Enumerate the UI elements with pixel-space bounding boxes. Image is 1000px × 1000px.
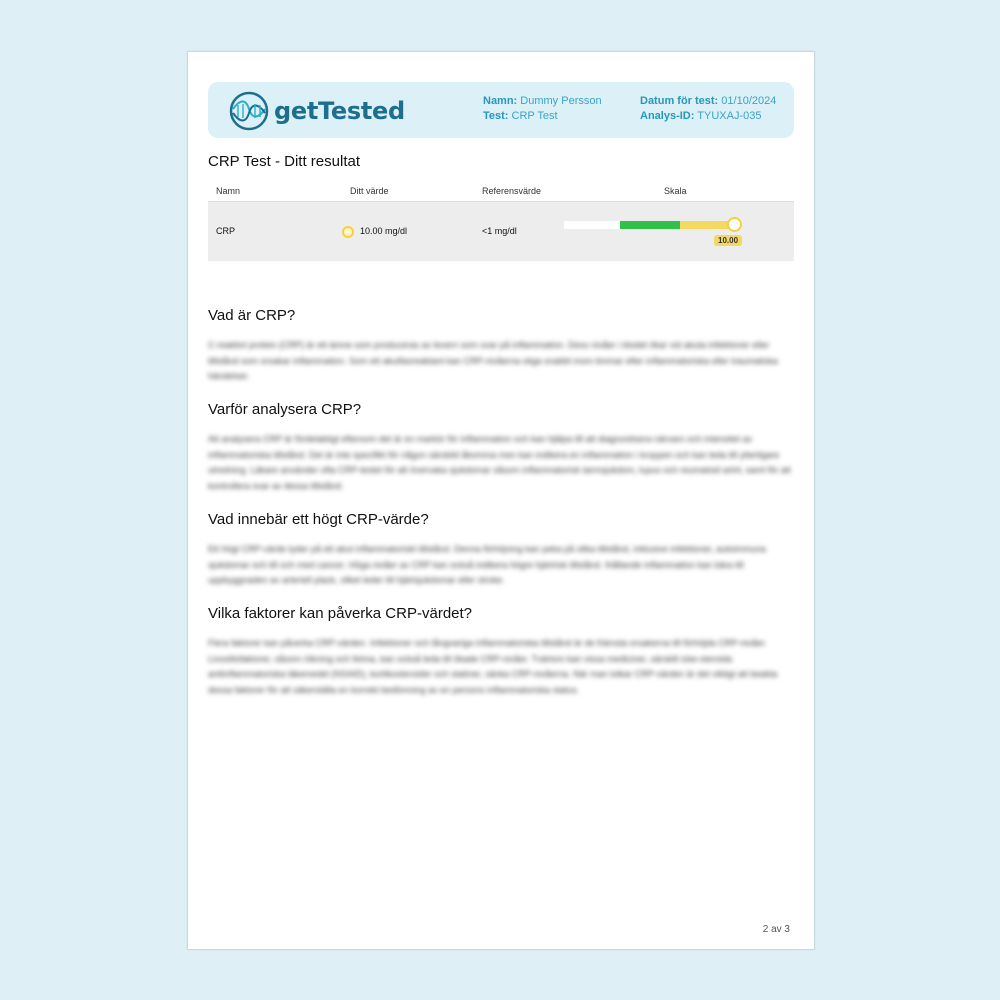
- column-value: Ditt värde: [350, 186, 389, 196]
- section-why-analyse: [208, 401, 794, 494]
- section-heading: Vad innebär ett högt CRP-värde?: [208, 511, 429, 528]
- name-label: Namn:: [483, 95, 518, 107]
- analysis-id-label: Analys-ID:: [640, 110, 695, 122]
- report-header: [208, 82, 794, 138]
- status-dot-icon: [342, 226, 354, 238]
- date-label: Datum för test:: [640, 95, 719, 107]
- dna-logo-icon: [228, 91, 270, 131]
- section-factors: [208, 605, 794, 698]
- result-table-header: [208, 186, 794, 202]
- brand-name: getTested: [274, 97, 405, 125]
- section-body: Ett högt CRP-värde tyder på ett akut inflammatoriskt tillstånd. Denna förhöjning kan peka på olika tillstånd, inklusive infektioner, autoimmuna sjukdomar och till och med cancer. Höga nivåer av CRP kan också indikera högre hjärtrisk tillstånd. Ihållande inflammation kan bära till uppbyggnaden av arteriell plack, vilket leder till hjärtsjukdomar eller stroke.: [208, 544, 766, 585]
- scale-low-segment: [564, 221, 620, 229]
- scale-high-segment: [680, 221, 732, 229]
- scale-marker: [727, 217, 742, 232]
- result-scale-bar: [564, 221, 744, 245]
- section-body: Att analysera CRP är fördelaktigt eftersom det är en markör för inflammation och kan hjälpa till att diagnostisera närvaro och intensitet av inflammatoriska tillstånd. Det är inte specifikt för någon särskild åkomma men kan indikera en inflammation i kroppen och kan leda till ytterligare utredning. Läkare använder ofta CRP-testet för att övervaka sjukdomar såsom inflammatorisk tarmsjukdom, lupus och reumatoid artrit, samt för att kontrollera svar av dessa tillstånd.: [208, 434, 791, 491]
- section-what-is-crp: [208, 307, 794, 385]
- section-high-value: [208, 511, 794, 589]
- report-page: [187, 51, 815, 950]
- patient-info: [483, 94, 602, 124]
- scale-value-badge: 10.00: [714, 235, 742, 246]
- column-reference: Referensvärde: [482, 186, 542, 196]
- page-number: 2 av 3: [762, 924, 790, 935]
- result-row: [208, 201, 794, 261]
- column-scale: Skala: [664, 186, 687, 196]
- result-title: CRP Test - Ditt resultat: [208, 153, 360, 170]
- date-value: 01/10/2024: [721, 95, 777, 107]
- test-label: Test:: [483, 110, 509, 122]
- test-value: CRP Test: [511, 110, 558, 122]
- brand-logo: [228, 91, 405, 131]
- section-body: C-reaktivt protein (CRP) är ett ämne som produceras av levern som svar på inflammation. Dess nivåer i blodet ökar vid akuta infektioner eller tillstånd som orsakar inflammation. Som ett akutfasreaktant kan CRP-nivåerna stiga snabbt inom timmar efter inflammatoriska eller traumatiska händelser.: [208, 340, 778, 381]
- section-heading: Varför analysera CRP?: [208, 401, 362, 418]
- analysis-id-value: TYUXAJ-035: [697, 110, 762, 122]
- section-heading: Vilka faktorer kan påverka CRP-värdet?: [208, 605, 473, 622]
- name-value: Dummy Persson: [520, 95, 602, 107]
- section-heading: Vad är CRP?: [208, 307, 296, 324]
- test-info: [640, 94, 776, 124]
- test-name: CRP: [216, 226, 236, 236]
- section-body: Flera faktorer kan påverka CRP-värden. Infektioner och långvariga inflammatoriska tillstånd är de främsta orsakerna till förhöjda CRP-nivåer. Livsstilsfaktorer, såsom rökning och fetma, kan också leda till ökade CRP-nivåer. Tvärtom kan vissa mediciner, särskilt icke-steroida antiinflammatoriska läkemedel (NSAID), kortikosteroider och statiner, sänka CRP-nivåerna. När man tolkar CRP-värden är det viktigt att beakta dessa faktorer för att säkerställa en korrekt bedömning av en persons inflammatoriska status.: [208, 638, 778, 695]
- scale-normal-segment: [620, 221, 680, 229]
- reference-value: <1 mg/dl: [482, 226, 517, 236]
- column-name: Namn: [216, 186, 241, 196]
- result-value: 10.00 mg/dl: [360, 226, 408, 236]
